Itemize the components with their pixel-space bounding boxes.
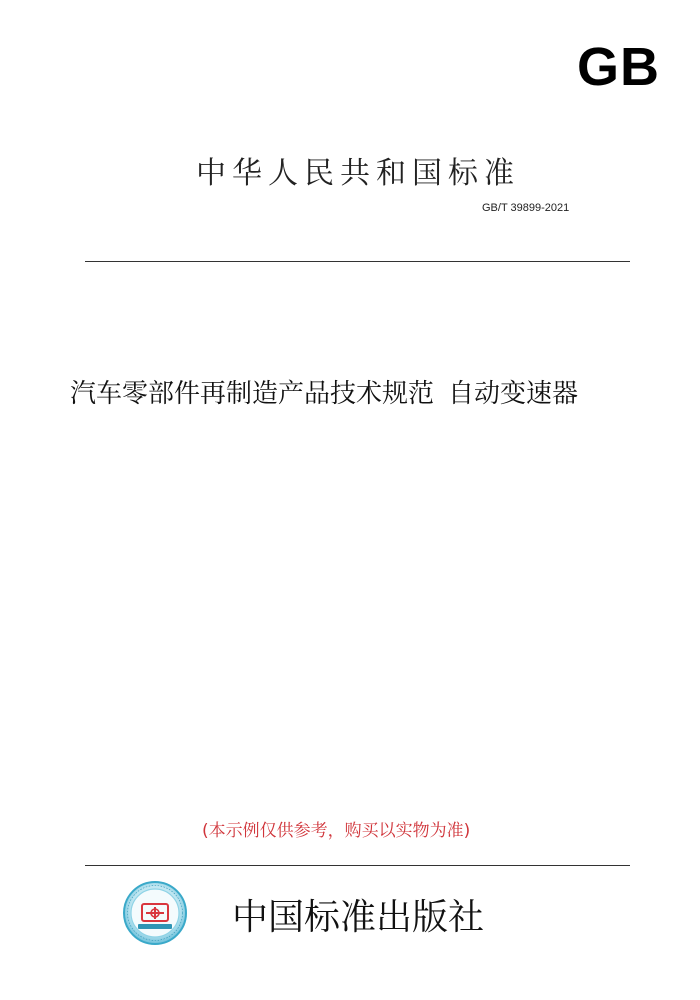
document-title-sub: 自动变速器 xyxy=(448,379,579,409)
bottom-divider xyxy=(85,865,630,866)
standard-type-heading: 中华人民共和国标准 xyxy=(196,156,520,191)
publisher-seal-icon xyxy=(122,880,188,946)
sample-notice: (本示例仅供参考，购买以实物为准) xyxy=(202,821,471,841)
top-divider xyxy=(85,261,630,262)
document-title-main: 汽车零部件再制造产品技术规范 xyxy=(70,379,435,409)
publisher-name: 中国标准出版社 xyxy=(232,897,485,938)
document-title xyxy=(70,376,578,412)
gb-logo: GB xyxy=(577,37,660,97)
standard-number: GB/T 39899-2021 xyxy=(482,202,570,214)
